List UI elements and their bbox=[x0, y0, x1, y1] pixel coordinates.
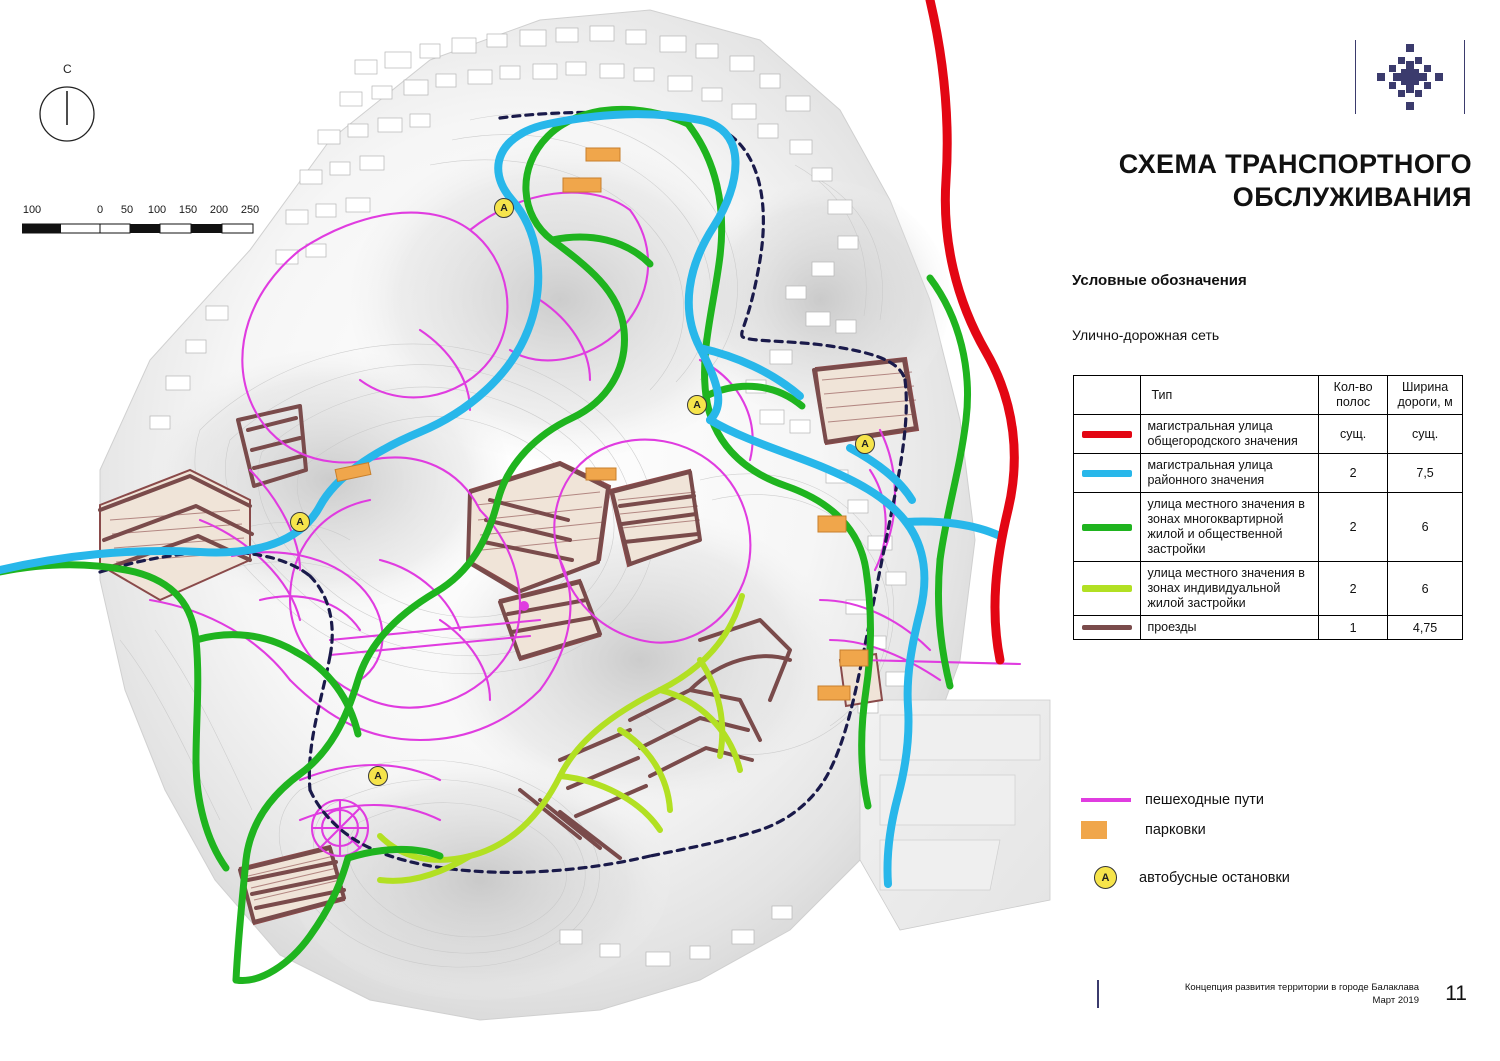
scale-labels bbox=[22, 204, 272, 220]
pedestrian-path-swatch bbox=[1073, 798, 1137, 802]
bus-stop-label: А bbox=[693, 399, 701, 411]
footer-line2: Март 2019 bbox=[1372, 995, 1419, 1006]
page-number: 11 bbox=[1445, 982, 1467, 1005]
legend-type: магистральная улица общегородского значения bbox=[1141, 415, 1319, 454]
legend-lanes: 2 bbox=[1319, 454, 1388, 493]
bus-stop-label: А bbox=[861, 438, 869, 450]
legend-header-swatch bbox=[1074, 376, 1141, 415]
footer-text bbox=[1113, 981, 1433, 1007]
legend-width: 7,5 bbox=[1388, 454, 1463, 493]
footer-line1: Концепция развития территории в городе Балаклава bbox=[1184, 982, 1419, 993]
legend-extra-label: пешеходные пути bbox=[1145, 792, 1264, 808]
legend-table bbox=[1073, 375, 1463, 640]
legend-bus-label: автобусные остановки bbox=[1139, 869, 1290, 886]
footer-rule bbox=[1097, 980, 1099, 1008]
scale-label: 100 bbox=[147, 204, 167, 216]
legend-width: 6 bbox=[1388, 562, 1463, 616]
legend-swatch-green bbox=[1074, 493, 1141, 562]
page-title-line2: ОБСЛУЖИВАНИЯ bbox=[1232, 182, 1472, 212]
legend-item-parking bbox=[1073, 815, 1473, 845]
legend-type: улица местного значения в зонах многоквартирной жилой и общественной застройки bbox=[1141, 493, 1319, 562]
legend-header-type: Тип bbox=[1141, 376, 1319, 415]
page-title-line1: СХЕМА ТРАНСПОРТНОГО bbox=[1118, 149, 1472, 179]
scale-bar bbox=[22, 204, 272, 241]
legend-row bbox=[1074, 493, 1463, 562]
bus-stop-label: А bbox=[500, 202, 508, 214]
bus-stop-label: А bbox=[374, 770, 382, 782]
legend-extra-label: парковки bbox=[1145, 822, 1206, 838]
legend-width: 6 bbox=[1388, 493, 1463, 562]
bus-stop-marker[interactable] bbox=[290, 512, 310, 532]
legend-row bbox=[1074, 454, 1463, 493]
legend-type: улица местного значения в зонах индивидуальной жилой застройки bbox=[1141, 562, 1319, 616]
legend-subheading: Улично-дорожная сеть bbox=[1072, 327, 1220, 343]
north-label: С bbox=[63, 62, 72, 76]
legend-type: проезды bbox=[1141, 616, 1319, 640]
bus-stop-label: А bbox=[296, 516, 304, 528]
legend-lanes: 1 bbox=[1319, 616, 1388, 640]
legend-lanes: 2 bbox=[1319, 493, 1388, 562]
legend-header-lanes: Кол-во полос bbox=[1319, 376, 1388, 415]
port-area bbox=[860, 700, 1050, 930]
scale-label: 200 bbox=[209, 204, 229, 216]
north-arrow-icon bbox=[38, 85, 96, 143]
parking-swatch bbox=[1073, 821, 1137, 839]
compass-rose-icon bbox=[1355, 40, 1465, 114]
legend-type: магистральная улица районного значения bbox=[1141, 454, 1319, 493]
scale-label: 50 bbox=[120, 204, 134, 216]
pedestrian-node bbox=[519, 601, 529, 611]
legend-item-bus-stop bbox=[1073, 866, 1290, 889]
bus-stop-icon-label: А bbox=[1101, 871, 1110, 884]
legend-row bbox=[1074, 616, 1463, 640]
legend-width: 4,75 bbox=[1388, 616, 1463, 640]
legend-item-pedestrian bbox=[1073, 785, 1473, 815]
legend-heading: Условные обозначения bbox=[1072, 272, 1247, 289]
legend-swatch-light-green bbox=[1074, 562, 1141, 616]
legend-header-row bbox=[1074, 376, 1463, 415]
legend-row bbox=[1074, 562, 1463, 616]
legend-lanes: сущ. bbox=[1319, 415, 1388, 454]
legend-row bbox=[1074, 415, 1463, 454]
scale-label: 250 bbox=[240, 204, 260, 216]
logo-rule bbox=[1355, 40, 1356, 114]
bus-stop-marker[interactable] bbox=[855, 434, 875, 454]
bus-stop-marker[interactable] bbox=[368, 766, 388, 786]
logo-rule bbox=[1464, 40, 1465, 114]
bus-stop-icon bbox=[1094, 866, 1117, 889]
bus-stop-marker[interactable] bbox=[687, 395, 707, 415]
page-title bbox=[1072, 148, 1472, 214]
legend-width: сущ. bbox=[1388, 415, 1463, 454]
legend-lanes: 2 bbox=[1319, 562, 1388, 616]
scale-label: 0 bbox=[96, 204, 104, 216]
legend-swatch-red bbox=[1074, 415, 1141, 454]
brand-logo bbox=[1355, 40, 1465, 114]
legend-extra-items bbox=[1073, 785, 1473, 845]
scale-label: 150 bbox=[178, 204, 198, 216]
scale-label: 100 bbox=[22, 204, 42, 216]
legend-swatch-blue bbox=[1074, 454, 1141, 493]
scale-graphic-icon bbox=[22, 222, 272, 236]
bus-stop-marker[interactable] bbox=[494, 198, 514, 218]
legend-header-width: Ширина дороги, м bbox=[1388, 376, 1463, 415]
legend-swatch-brown bbox=[1074, 616, 1141, 640]
footer bbox=[1097, 980, 1467, 1008]
